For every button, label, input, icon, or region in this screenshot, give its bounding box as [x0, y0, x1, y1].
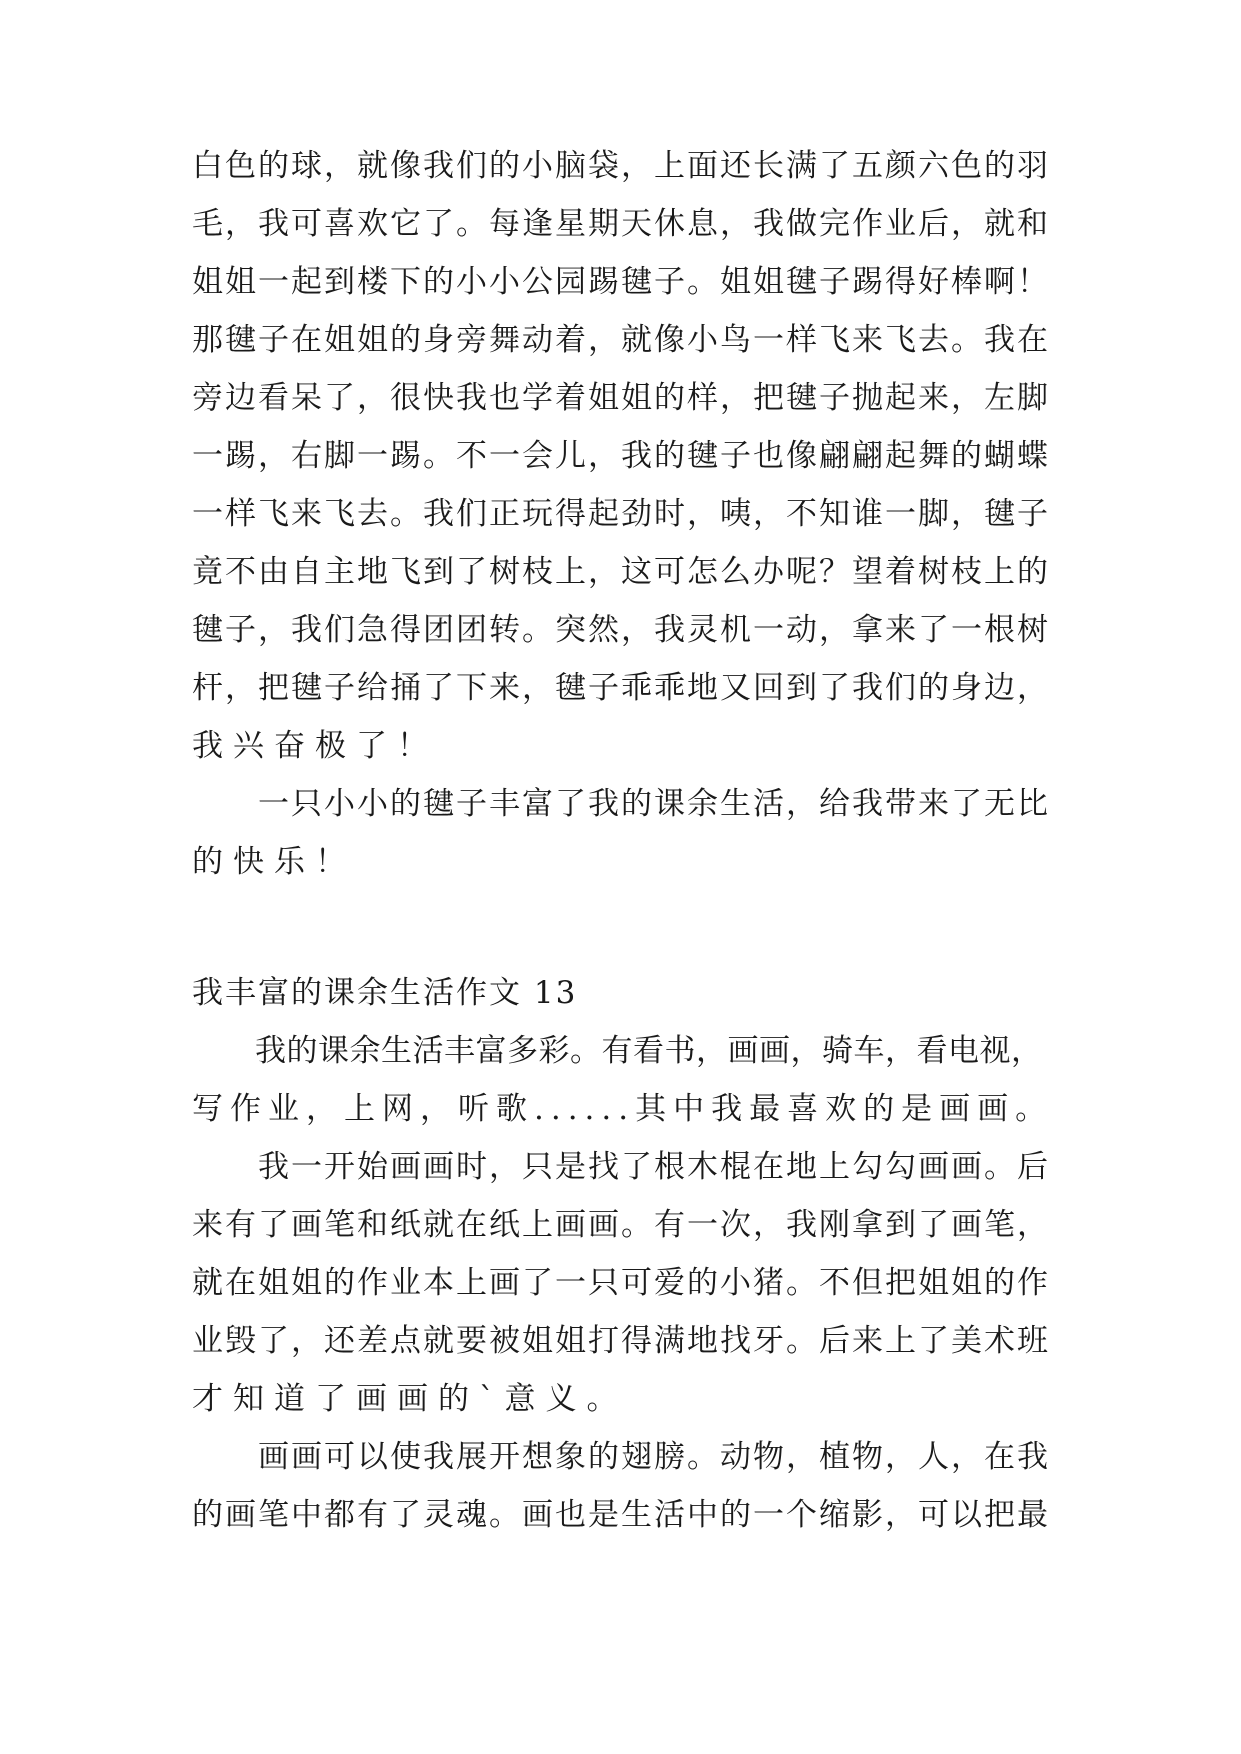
text-line: 来有了画笔和纸就在纸上画画。有一次，我刚拿到了画笔，: [192, 1207, 1050, 1243]
text-line: 旁边看呆了，很快我也学着姐姐的样，把毽子抛起来，左脚: [192, 380, 1050, 416]
text-line: 毛，我可喜欢它了。每逢星期天休息，我做完作业后，就和: [192, 206, 1050, 242]
text-line: 的快乐！: [192, 844, 356, 880]
text-line: 才知道了画画的`意义。: [192, 1381, 628, 1417]
text-line: 的画笔中都有了灵魂。画也是生活中的一个缩影，可以把最: [192, 1497, 1050, 1533]
text-line: 我一开始画画时，只是找了根木棍在地上勾勾画画。后: [192, 1149, 1050, 1185]
text-line: 竟不由自主地飞到了树枝上，这可怎么办呢？望着树枝上的: [192, 554, 1050, 590]
text-line: 一踢，右脚一踢。不一会儿，我的毽子也像翩翩起舞的蝴蝶: [192, 438, 1050, 474]
text-line: 杆，把毽子给捅了下来，毽子乖乖地又回到了我们的身边，: [192, 670, 1050, 706]
text-line: 一只小小的毽子丰富了我的课余生活，给我带来了无比: [192, 786, 1050, 822]
text-line: 我的课余生活丰富多彩。有看书，画画，骑车，看电视，: [192, 1033, 1043, 1069]
text-line: 一样飞来飞去。我们正玩得起劲时，咦，不知谁一脚，毽子: [192, 496, 1050, 532]
text-line: 那毽子在姐姐的身旁舞动着，就像小鸟一样飞来飞去。我在: [192, 322, 1050, 358]
text-line: 我兴奋极了！: [192, 728, 438, 764]
text-line: 画画可以使我展开想象的翅膀。动物，植物，人，在我: [192, 1439, 1050, 1475]
essay-title: 我丰富的课余生活作文 13: [192, 975, 578, 1011]
text-line: 写作业，上网，听歌......其中我最喜欢的是画画。: [192, 1091, 1054, 1127]
text-line: 业毁了，还差点就要被姐姐打得满地找牙。后来上了美术班: [192, 1323, 1050, 1359]
text-line: 毽子，我们急得团团转。突然，我灵机一动，拿来了一根树: [192, 612, 1050, 648]
text-line: 白色的球，就像我们的小脑袋，上面还长满了五颜六色的羽: [192, 148, 1050, 184]
text-line: 姐姐一起到楼下的小小公园踢毽子。姐姐毽子踢得好棒啊！: [192, 264, 1050, 300]
text-line: 就在姐姐的作业本上画了一只可爱的小猪。不但把姐姐的作: [192, 1265, 1050, 1301]
